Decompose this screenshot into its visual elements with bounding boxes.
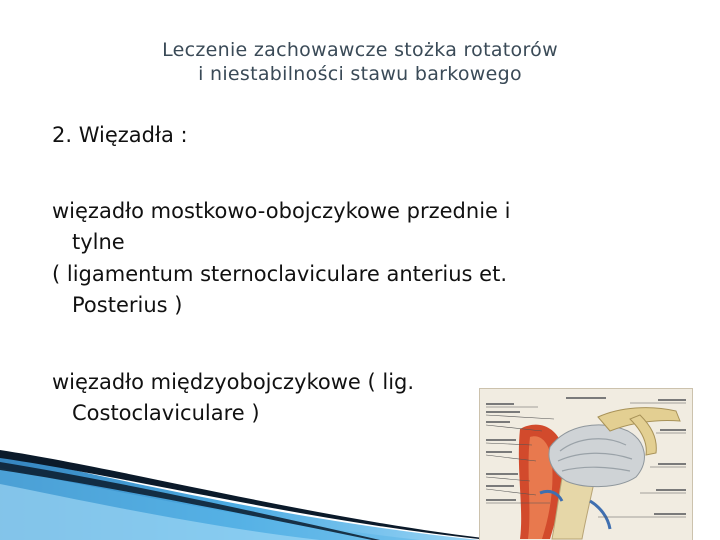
- paragraph-1: [52, 196, 510, 258]
- slide-title: [0, 38, 720, 86]
- title-line-1: Leczenie zachowawcze stożka rotatorów: [162, 39, 558, 61]
- paragraph-3-line-1: więzadło międzyobojczykowe ( lig.: [52, 370, 415, 394]
- decorative-swoosh: [0, 440, 500, 540]
- paragraph-2-line-1: ( ligamentum sternoclaviculare anterius et.: [52, 262, 508, 286]
- shoulder-anatomy-image: [479, 388, 693, 540]
- section-heading: 2. Więzadła :: [52, 123, 188, 147]
- shoulder-anatomy-illustration-icon: [480, 389, 692, 540]
- title-line-2: i niestabilności stawu barkowego: [198, 63, 522, 85]
- paragraph-2-line-2: Posterius ): [72, 293, 183, 317]
- paragraph-2: [52, 259, 507, 321]
- paragraph-3-line-2: Costoclaviculare ): [72, 401, 260, 425]
- paragraph-1-line-1: więzadło mostkowo-obojczykowe przednie i: [52, 199, 511, 223]
- paragraph-3: [52, 367, 414, 429]
- paragraph-1-line-2: tylne: [72, 230, 125, 254]
